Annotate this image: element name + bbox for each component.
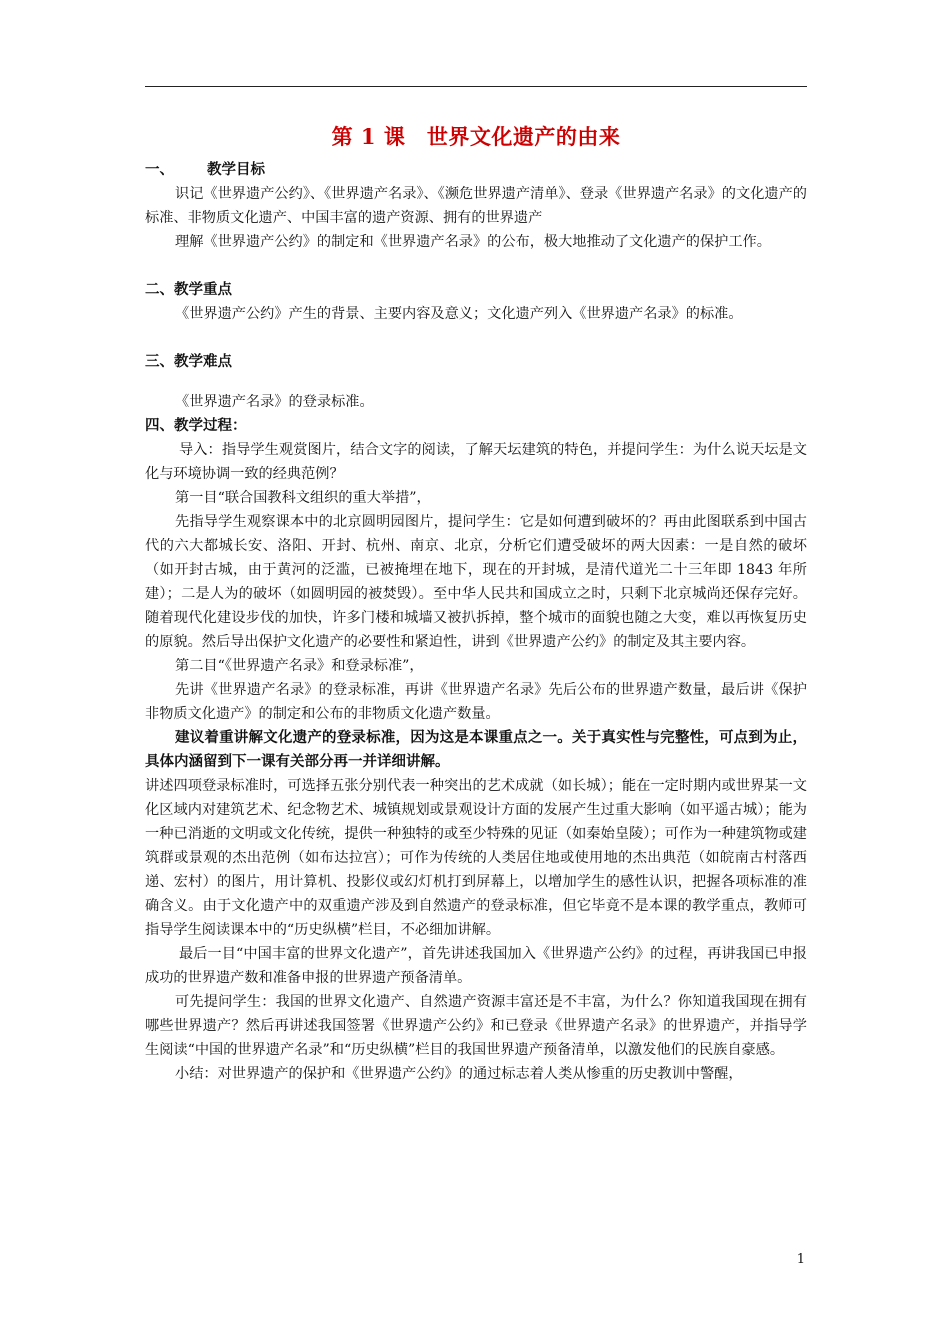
paragraph: 最后一目“中国丰富的世界文化遗产”，首先讲述我国加入《世界遗产公约》的过程，再讲我国已申报成功的世界遗产数和准备申报的世界遗产预备清单。 [145, 946, 807, 986]
paragraph: 先讲《世界遗产名录》的登录标准，再讲《世界遗产名录》先后公布的世界遗产数量，最后讲《保护非物质文化遗产》的制定和公布的非物质文化遗产数量。 [145, 682, 807, 722]
section-heading-2: 二、教学重点 [145, 281, 232, 298]
paragraph: 先指导学生观察课本中的北京圆明园图片，提问学生：它是如何遭到破坏的？再由此图联系到中国古代的六大都城长安、洛阳、开封、杭州、南京、北京，分析它们遭受破坏的两大因素：一是自然的破坏（如开封古城，由于黄河的泛滥，已被掩埋在地下，现在的开封城，是清代道光二十三年即 1843 年所建）；二是人为的破坏（如圆明园的被焚毁）。至中华人民共和国成立之时，只剩下北京城尚还保存完好。随着现代化建设步伐的加快，许多门楼和城墙又被扒拆掉，整个城市的面貌也随之大变，难以再恢复历史的原貌。然后导出保护文化遗产的必要性和紧迫性，讲到《世界遗产公约》的制定及其主要内容。 [145, 514, 807, 650]
paragraph: 《世界遗产名录》的登录标准。 [175, 394, 374, 410]
document-body [145, 110, 807, 1086]
paragraph: 《世界遗产公约》产生的背景、主要内容及意义；文化遗产列入《世界遗产名录》的标准。 [175, 306, 743, 322]
lesson-title: 第 1 课 世界文化遗产的由来 [331, 124, 621, 149]
paragraph: 导入：指导学生观赏图片，结合文字的阅读，了解天坛建筑的特色，并提问学生：为什么说天坛是文化与环境协调一致的经典范例？ [145, 442, 807, 482]
section-heading-4: 四、教学过程： [145, 417, 247, 434]
section-heading-3: 三、教学难点 [145, 353, 232, 370]
section-heading-1 [145, 158, 807, 182]
paragraph: 小结：对世界遗产的保护和《世界遗产公约》的通过标志着人类从惨重的历史教训中警醒， [175, 1066, 743, 1082]
paragraph: 第一目“联合国教科文组织的重大举措”， [175, 490, 431, 506]
paragraph: 理解《世界遗产公约》的制定和《世界遗产名录》的公布，极大地推动了文化遗产的保护工作。 [175, 234, 771, 250]
paragraph: 讲述四项登录标准时，可选择五张分别代表一种突出的艺术成就（如长城）；能在一定时期内或世界某一文化区域内对建筑艺术、纪念物艺术、城镇规划或景观设计方面的发展产生过重大影响（如平遥古城）；能为一种已消逝的文明或文化传统，提供一种独特的或至少特殊的见证（如秦始皇陵）；可作为一种建筑物或建筑群或景观的杰出范例（如布达拉宫）；可作为传统的人类居住地或使用地的杰出典范（如皖南古村落西递、宏村）的图片，用计算机、投影仪或幻灯机打到屏幕上，以增加学生的感性认识，把握各项标准的准确含义。由于文化遗产中的双重遗产涉及到自然遗产的登录标准，但它毕竟不是本课的教学重点，教师可指导学生阅读课本中的“历史纵横”栏目，不必细加讲解。 [145, 778, 807, 938]
paragraph: 可先提问学生：我国的世界文化遗产、自然遗产资源丰富还是不丰富，为什么？你知道我国现在拥有哪些世界遗产？然后再讲述我国签署《世界遗产公约》和已登录《世界遗产名录》的世界遗产，并指导学生阅读“中国的世界遗产名录”和“历史纵横”栏目的我国世界遗产预备清单，以激发他们的民族自豪感。 [145, 994, 807, 1058]
section-heading-text: 教学目标 [207, 161, 265, 178]
page-number: 1 [796, 1252, 805, 1267]
paragraph: 识记《世界遗产公约》、《世界遗产名录》、《濒危世界遗产清单》、登录《世界遗产名录》的文化遗产的标准、非物质文化遗产、中国丰富的遗产资源、拥有的世界遗产 [145, 186, 807, 226]
header-rule [145, 86, 807, 87]
emphasis-paragraph: 建议着重讲解文化遗产的登录标准，因为这是本课重点之一。关于真实性与完整性，可点到为止，具体内涵留到下一课有关部分再一并详细讲解。 [145, 730, 807, 770]
paragraph: 第二目“《世界遗产名录》和登录标准”， [175, 658, 424, 674]
section-number: 一、 [145, 161, 174, 178]
